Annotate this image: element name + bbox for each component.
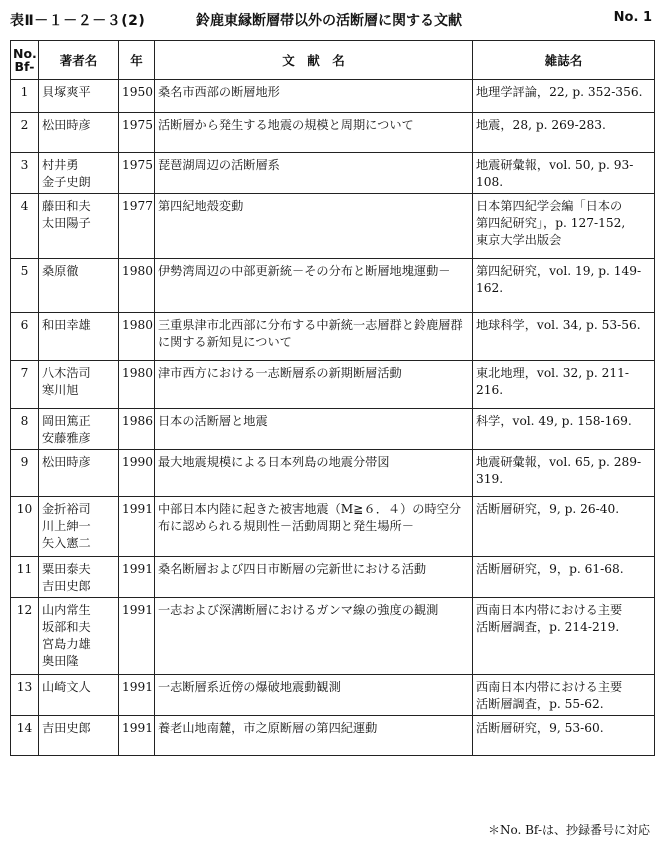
cell-authors (39, 113, 119, 153)
cell-journal (473, 313, 655, 361)
column-header-author: 著者名 (39, 41, 119, 80)
column-header-journal: 雑誌名 (473, 41, 655, 80)
journal-line: 活断層研究，9，p. 61-68. (476, 562, 624, 576)
table-row (11, 450, 655, 497)
cell-year: 1950 (119, 80, 155, 113)
cell-year: 1991 (119, 716, 155, 756)
journal-line: 活断層調査，p. 55-62. (476, 697, 604, 711)
cell-no: 12 (11, 598, 39, 675)
table-row (11, 80, 655, 113)
table-row (11, 113, 655, 153)
journal-line: 地理学評論，22, p. 352-356. (476, 85, 643, 99)
table-row (11, 497, 655, 557)
cell-no: 1 (11, 80, 39, 113)
cell-title: 琵琶湖周辺の活断層系 (155, 153, 473, 194)
author-name: 岡田篤正 (42, 414, 91, 428)
author-name: 山内常生 (42, 603, 91, 617)
table-header (10, 10, 656, 36)
table-row (11, 194, 655, 259)
table-row (11, 409, 655, 450)
author-name: 吉田史郎 (42, 579, 91, 593)
cell-year: 1991 (119, 497, 155, 557)
cell-no: 6 (11, 313, 39, 361)
journal-line: 319. (476, 472, 504, 486)
author-name: 藤田和夫 (42, 199, 91, 213)
cell-authors (39, 194, 119, 259)
cell-no: 10 (11, 497, 39, 557)
table-row (11, 313, 655, 361)
table-row (11, 361, 655, 409)
author-name: 宮島力雄 (42, 637, 91, 651)
cell-title: 桑名断層および四日市断層の完新世における活動 (155, 557, 473, 598)
table-row (11, 675, 655, 716)
table-title: 鈴鹿東縁断層帯以外の活断層に関する文献 (196, 13, 462, 29)
author-name: 貝塚爽平 (42, 85, 91, 99)
cell-title: 日本の活断層と地震 (155, 409, 473, 450)
cell-authors (39, 557, 119, 598)
author-name: 奥田隆 (42, 654, 79, 668)
column-header-no (11, 41, 39, 80)
journal-line: 第四紀研究」，p. 127-152, (476, 216, 626, 230)
journal-line: 地震研彙報，vol. 50, p. 93- (476, 158, 634, 172)
cell-year: 1980 (119, 313, 155, 361)
cell-journal (473, 716, 655, 756)
cell-authors (39, 409, 119, 450)
cell-title: 中部日本内陸に起きた被害地震（M≧６．４）の時空分布に認められる規則性－活動周期と発生場所－ (155, 497, 473, 557)
cell-no: 14 (11, 716, 39, 756)
cell-title: 伊勢湾周辺の中部更新統－その分布と断層地塊運動－ (155, 259, 473, 313)
table-row (11, 153, 655, 194)
author-name: 川上紳一 (42, 519, 91, 533)
cell-no: 3 (11, 153, 39, 194)
cell-journal (473, 598, 655, 675)
column-header-year: 年 (119, 41, 155, 80)
column-header-title: 文 献 名 (155, 41, 473, 80)
cell-journal (473, 80, 655, 113)
table-row (11, 557, 655, 598)
cell-journal (473, 497, 655, 557)
author-name: 桑原徹 (42, 264, 79, 278)
journal-line: 地震研彙報，vol. 65, p. 289- (476, 455, 642, 469)
column-header-no-label: No. Bf- (13, 46, 37, 74)
cell-no: 9 (11, 450, 39, 497)
cell-year: 1975 (119, 153, 155, 194)
journal-line: 第四紀研究，vol. 19, p. 149- (476, 264, 642, 278)
cell-year: 1980 (119, 361, 155, 409)
cell-authors (39, 598, 119, 675)
journal-line: 活断層研究，9, 53-60. (476, 721, 604, 735)
table-header-row (11, 41, 655, 80)
cell-journal (473, 557, 655, 598)
author-name: 坂部和夫 (42, 620, 91, 634)
cell-year: 1975 (119, 113, 155, 153)
author-name: 八木浩司 (42, 366, 91, 380)
cell-year: 1977 (119, 194, 155, 259)
cell-year: 1991 (119, 598, 155, 675)
author-name: 寒川旭 (42, 383, 79, 397)
journal-line: 日本第四紀学会編「日本の (476, 199, 623, 213)
cell-title: 養老山地南麓，市之原断層の第四紀運動 (155, 716, 473, 756)
cell-title: 一志断層系近傍の爆破地震動観測 (155, 675, 473, 716)
author-name: 金折裕司 (42, 502, 91, 516)
cell-title: 桑名市西部の断層地形 (155, 80, 473, 113)
table-id: 表Ⅱ－１－２－３(2) (10, 13, 146, 29)
journal-line: 西南日本内帯における主要 (476, 680, 623, 694)
cell-year: 1986 (119, 409, 155, 450)
table-row (11, 598, 655, 675)
author-name: 粟田泰夫 (42, 562, 91, 576)
journal-line: 162. (476, 281, 504, 295)
cell-title: 一志および深溝断層におけるガンマ線の強度の観測 (155, 598, 473, 675)
cell-title: 第四紀地殻変動 (155, 194, 473, 259)
journal-line: 216. (476, 383, 504, 397)
table-row (11, 716, 655, 756)
cell-journal (473, 675, 655, 716)
cell-no: 4 (11, 194, 39, 259)
cell-journal (473, 113, 655, 153)
author-name: 松田時彦 (42, 455, 91, 469)
cell-year: 1990 (119, 450, 155, 497)
author-name: 安藤雅彦 (42, 431, 91, 445)
author-name: 太田陽子 (42, 216, 91, 230)
cell-authors (39, 450, 119, 497)
journal-line: 地球科学，vol. 34, p. 53-56. (476, 318, 641, 332)
cell-year: 1980 (119, 259, 155, 313)
cell-journal (473, 153, 655, 194)
cell-authors (39, 80, 119, 113)
cell-journal (473, 361, 655, 409)
cell-no: 2 (11, 113, 39, 153)
author-name: 山崎文人 (42, 680, 91, 694)
cell-no: 11 (11, 557, 39, 598)
cell-authors (39, 259, 119, 313)
journal-line: 科学，vol. 49, p. 158-169. (476, 414, 632, 428)
journal-line: 東京大学出版会 (476, 233, 562, 247)
cell-no: 8 (11, 409, 39, 450)
cell-authors (39, 361, 119, 409)
cell-authors (39, 497, 119, 557)
cell-journal (473, 450, 655, 497)
author-name: 矢入憲二 (42, 536, 91, 550)
journal-line: 西南日本内帯における主要 (476, 603, 623, 617)
cell-title: 活断層から発生する地震の規模と周期について (155, 113, 473, 153)
author-name: 和田幸雄 (42, 318, 91, 332)
cell-title: 津市西方における一志断層系の新期断層活動 (155, 361, 473, 409)
journal-line: 108. (476, 175, 504, 189)
cell-journal (473, 259, 655, 313)
cell-journal (473, 409, 655, 450)
table-row (11, 259, 655, 313)
author-name: 金子史朗 (42, 175, 91, 189)
author-name: 村井勇 (42, 158, 79, 172)
cell-authors (39, 313, 119, 361)
journal-line: 東北地理，vol. 32, p. 211- (476, 366, 629, 380)
footnote: ＊No. Bf-は、抄録番号に対応 (487, 823, 650, 837)
cell-no: 7 (11, 361, 39, 409)
cell-journal (473, 194, 655, 259)
journal-line: 活断層研究，9, p. 26-40. (476, 502, 620, 516)
cell-year: 1991 (119, 675, 155, 716)
cell-no: 5 (11, 259, 39, 313)
cell-title: 三重県津市北西部に分布する中新統一志層群と鈴鹿層群に関する新知見について (155, 313, 473, 361)
cell-authors (39, 675, 119, 716)
cell-no: 13 (11, 675, 39, 716)
cell-year: 1991 (119, 557, 155, 598)
page-number: No. 1 (613, 10, 652, 25)
journal-line: 活断層調査，p. 214-219. (476, 620, 620, 634)
cell-title: 最大地震規模による日本列島の地震分帯図 (155, 450, 473, 497)
cell-authors (39, 716, 119, 756)
table-body (11, 80, 655, 756)
journal-line: 地震，28, p. 269-283. (476, 118, 606, 132)
author-name: 吉田史郎 (42, 721, 91, 735)
author-name: 松田時彦 (42, 118, 91, 132)
reference-table (10, 40, 655, 756)
cell-authors (39, 153, 119, 194)
